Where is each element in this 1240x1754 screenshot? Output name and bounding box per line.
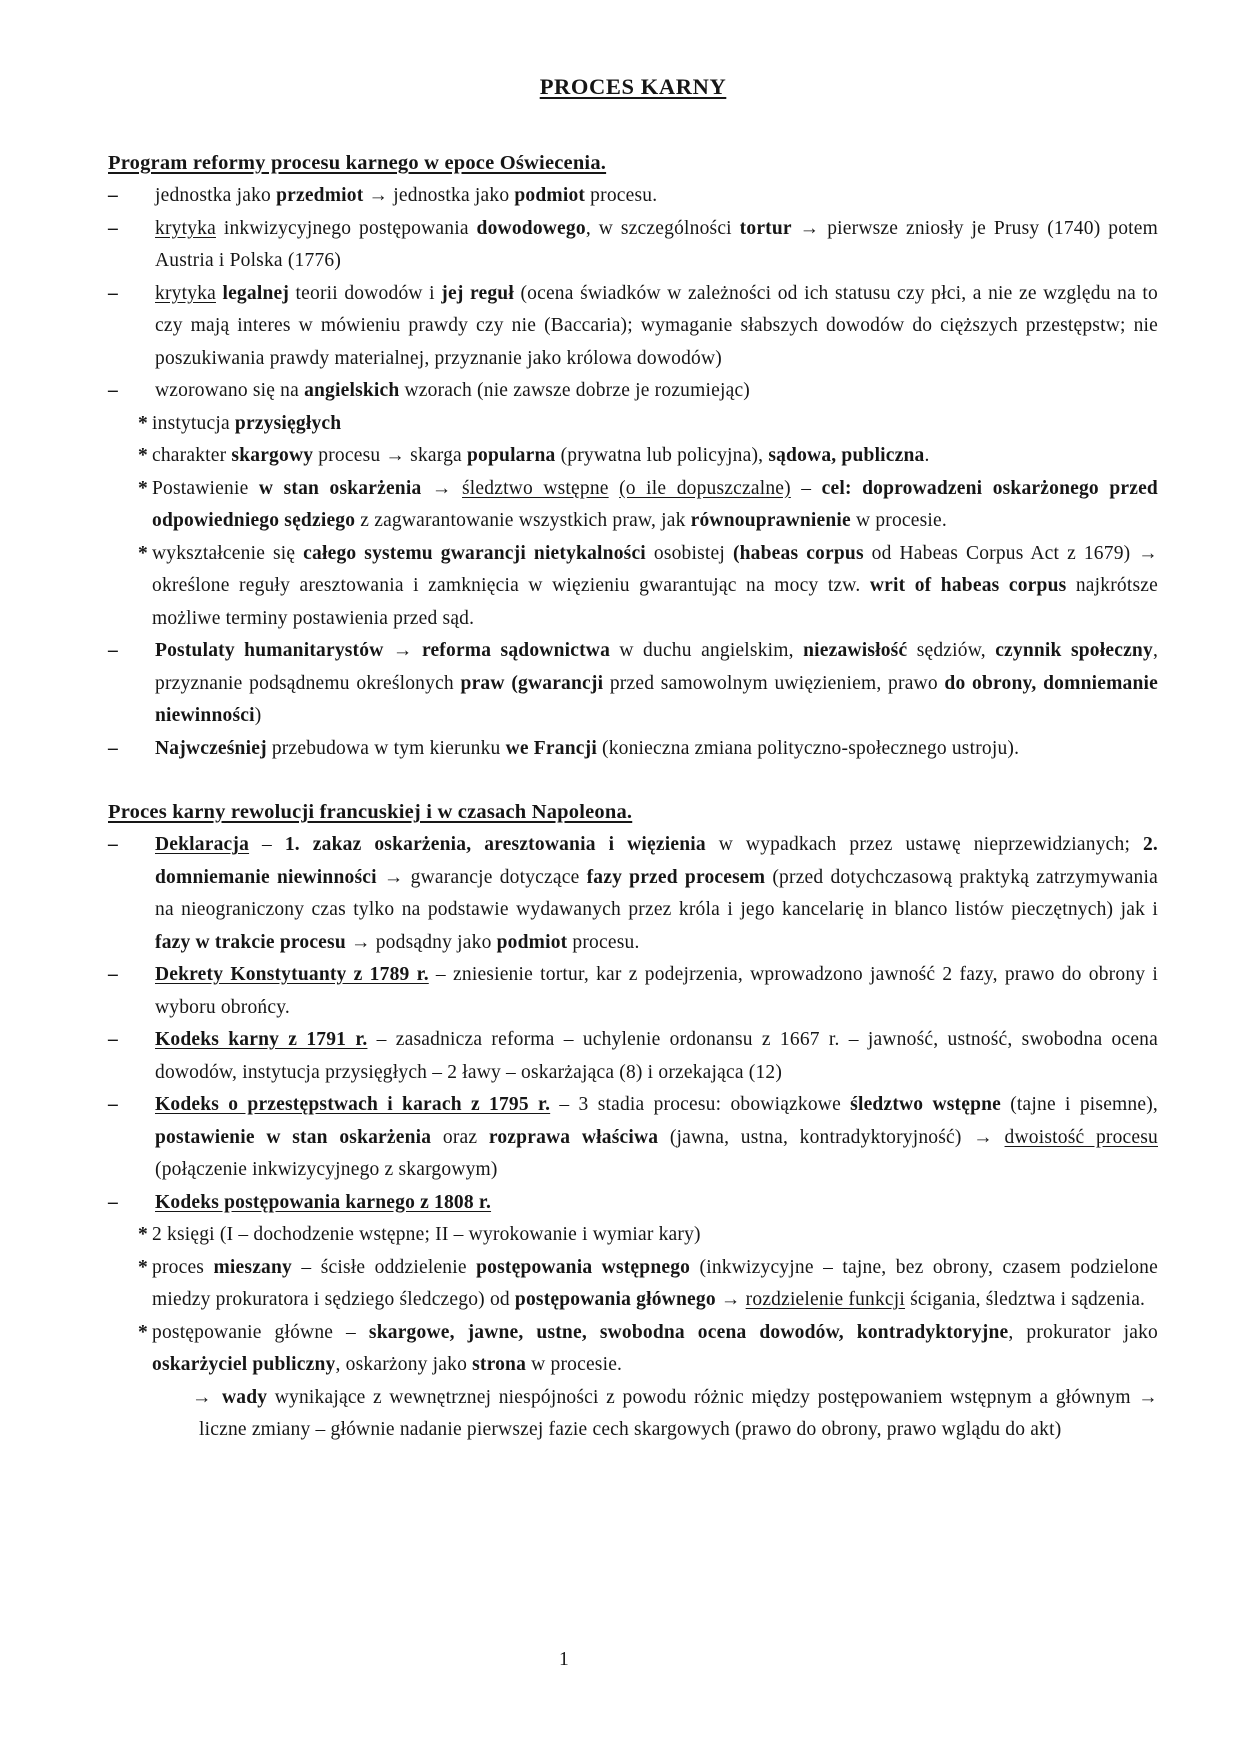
text-segment: wynikające z wewnętrznej niespójności z powodu różnic między postępowaniem wstępnym a głównym → liczne zmiany – głównie nadanie pierwszej fazie cech skargowych (prawo do obrony, prawo wglądu do akt)	[199, 1386, 1158, 1440]
text-segment: legalnej	[222, 282, 290, 304]
text-segment: procesu → skarga	[313, 445, 467, 466]
text-segment: 2. domniemanie niewinności	[155, 834, 1159, 888]
bullet-arrow-icon: →	[192, 1386, 212, 1408]
text-segment: →	[421, 477, 462, 499]
list-item	[108, 635, 1158, 733]
text-segment: (tajne i pisemne),	[1001, 1094, 1158, 1115]
text-segment: strona	[472, 1354, 527, 1375]
list-item	[108, 538, 1158, 636]
bullet-star-icon: *	[138, 1321, 148, 1343]
text-segment: w stan oskarżenia	[258, 477, 422, 499]
text-segment: praw	[460, 672, 505, 694]
section-items	[108, 180, 1158, 765]
section-heading	[108, 146, 1158, 180]
text-segment: Postulaty humanitarystów	[155, 640, 384, 661]
text-segment: (połączenie inkwizycyjnego z skargowym)	[155, 1159, 498, 1180]
text-segment: Deklaracja	[155, 834, 250, 855]
text-segment: → jednostka jako	[363, 185, 515, 206]
text-segment: instytucja	[152, 412, 235, 434]
list-item	[108, 1382, 1158, 1447]
text-segment: – 3 stadia procesu: obowiązkowe	[550, 1094, 851, 1115]
list-item	[108, 213, 1158, 278]
text-segment: rozprawa właściwa	[488, 1126, 659, 1148]
text-segment: (habeas corpus	[732, 542, 864, 564]
text-segment: podmiot	[496, 931, 568, 953]
text-segment: Najwcześniej	[155, 737, 267, 759]
text-segment: krytyka	[155, 282, 216, 304]
list-item	[108, 1219, 1158, 1252]
text-segment: teorii dowodów i	[289, 282, 442, 304]
text-segment: (prywatna lub policyjna),	[555, 445, 769, 466]
text-segment: równouprawnienie	[690, 510, 851, 531]
section-items	[108, 829, 1158, 1447]
text-segment: w procesie.	[526, 1354, 623, 1375]
text-segment: postępowania głównego	[514, 1289, 716, 1310]
text-segment: czynnik społeczny	[995, 640, 1153, 661]
text-segment: najkrótsze możliwe terminy postawienia przed sąd.	[152, 575, 1158, 629]
bullet-dash-icon: –	[108, 185, 118, 206]
bullet-star-icon: *	[138, 1256, 148, 1278]
bullet-dash-icon: –	[108, 282, 118, 304]
text-segment: inkwizycyjnego postępowania	[215, 217, 477, 239]
text-segment: we Francji	[505, 737, 597, 759]
text-segment: )	[254, 705, 262, 726]
bullet-star-icon: *	[138, 412, 148, 434]
text-segment: ścigania, śledztwa i sądzenia.	[905, 1289, 1146, 1310]
text-segment: osobistej	[645, 542, 733, 564]
text-segment: – zasadnicza reforma – uchylenie ordonansu z 1667 r. – jawność, ustność, swobodna ocena dowodów, instytucja przysięgłych – 2 ławy – oskarżająca (8) i orzekająca (12)	[155, 1029, 1158, 1083]
bullet-dash-icon: –	[108, 964, 118, 985]
bullet-dash-icon: –	[108, 217, 118, 239]
text-segment: (przed dotychczasową praktyką zatrzymywania na nieograniczony czas tylko na podstawie wydawanych przez króla i jego kancelarię in blanco listów pieczętnych) jak i	[155, 866, 1158, 920]
list-item	[108, 1024, 1158, 1089]
text-segment: podmiot	[514, 185, 586, 206]
text-segment: procesu.	[585, 185, 658, 206]
text-segment: do obrony, domniemanie niewinności	[155, 672, 1158, 726]
text-segment: śledztwo wstępne	[850, 1094, 1002, 1115]
list-item	[108, 959, 1158, 1024]
text-segment: Dekrety Konstytuanty z 1789 r.	[155, 964, 429, 985]
text-segment: wzorach (nie zawsze dobrze je rozumiejąc)	[399, 380, 750, 401]
list-item	[108, 1252, 1158, 1317]
text-segment: wady	[222, 1386, 268, 1408]
text-segment: Kodeks o przestępstwach i karach z 1795 r.	[155, 1094, 551, 1115]
text-segment: .	[924, 445, 930, 466]
text-segment: reforma sądownictwa	[421, 640, 611, 661]
text-segment: mieszany	[213, 1256, 292, 1278]
text-segment: (konieczna zmiana polityczno-społecznego ustroju).	[596, 737, 1020, 759]
text-segment: 2 księgi (I – dochodzenie wstępne; II – wyrokowanie i wymiar kary)	[152, 1224, 701, 1245]
list-item	[108, 180, 1158, 213]
text-segment: jej reguł	[441, 282, 514, 304]
text-segment: postępowanie główne –	[152, 1321, 369, 1343]
text-segment: w procesie.	[850, 510, 947, 531]
section-heading-text: Proces karny rewolucji francuskiej i w czasach Napoleona.	[108, 801, 633, 823]
text-segment: przedmiot	[276, 185, 364, 206]
text-segment: całego systemu gwarancji nietykalności	[303, 542, 646, 564]
bullet-star-icon: *	[138, 1224, 148, 1245]
list-item	[108, 440, 1158, 473]
bullet-dash-icon: –	[108, 834, 118, 855]
text-segment: sądowa, publiczna	[768, 445, 925, 466]
text-segment	[609, 478, 619, 499]
text-segment: niezawisłość	[803, 640, 908, 661]
document-title	[108, 70, 1158, 104]
text-segment: (ocena świadków w zależności od ich statusu czy płci, a nie ze względu na to czy mają interes w mówieniu prawdy czy nie (Baccaria); wymaganie słabszych dowodów do cięższych przestępstw; nie poszukiwania prawdy materialnej, przyznanie jako królowa dowodów)	[155, 282, 1158, 369]
text-segment: Postawienie	[152, 477, 259, 499]
section-heading	[108, 795, 1158, 829]
text-segment: dowodowego	[476, 217, 586, 239]
text-segment: (o ile dopuszczalne)	[619, 477, 791, 499]
text-segment: skargowy	[231, 445, 314, 466]
text-segment: →	[715, 1289, 746, 1310]
bullet-dash-icon: –	[108, 1094, 118, 1115]
text-segment: dwoistość procesu	[1004, 1126, 1158, 1148]
text-segment: skargowe, jawne, ustne, swobodna ocena dowodów, kontradyktoryjne	[368, 1321, 1009, 1343]
text-segment: sędziów,	[907, 640, 996, 661]
text-segment: krytyka	[155, 217, 216, 239]
text-segment: postawienie w stan oskarżenia	[155, 1126, 432, 1148]
text-segment: 1. zakaz oskarżenia, aresztowania i więzienia	[284, 834, 706, 855]
text-segment: od Habeas Corpus Act z 1679) → określone reguły aresztowania i zamknięcia w więzieniu gwarantując na mocy tzw.	[152, 542, 1158, 596]
list-item	[108, 408, 1158, 441]
list-item	[108, 829, 1158, 959]
list-item	[108, 1317, 1158, 1382]
list-item	[108, 1089, 1158, 1187]
text-segment: fazy w trakcie procesu	[155, 931, 346, 953]
text-segment: postępowania wstępnego	[476, 1256, 691, 1278]
page-number: 1	[559, 1649, 569, 1670]
text-segment: Kodeks postępowania karnego z 1808 r.	[155, 1191, 492, 1213]
text-segment: oskarżyciel publiczny	[152, 1354, 336, 1375]
text-segment: (jawna, ustna, kontradyktoryjność) →	[658, 1126, 1005, 1148]
list-item	[108, 733, 1158, 766]
list-item	[108, 1187, 1158, 1220]
text-segment: rozdzielenie funkcji	[745, 1289, 906, 1310]
text-segment: jednostka jako	[155, 185, 277, 206]
text-segment: fazy przed procesem	[586, 866, 766, 888]
text-segment: writ of habeas corpus	[869, 575, 1067, 596]
text-segment: popularna	[466, 445, 556, 466]
bullet-dash-icon: –	[108, 380, 118, 401]
text-segment: z zagwarantowanie wszystkich praw, jak	[355, 510, 691, 531]
text-segment: w duchu angielskim,	[610, 640, 804, 661]
text-segment: cel: doprowadzeni oskarżonego przed odpowiedniego sędziego	[152, 477, 1158, 531]
text-segment: →	[383, 640, 422, 661]
text-segment: → pierwsze zniosły je Prusy (1740) potem Austria i Polska (1776)	[155, 217, 1158, 271]
text-segment: wykształcenie się	[152, 542, 304, 564]
text-segment: angielskich	[304, 380, 400, 401]
text-segment: → podsądny jako	[345, 931, 497, 953]
list-item	[108, 278, 1158, 376]
text-segment: oraz	[431, 1126, 489, 1148]
text-segment: przysięgłych	[234, 412, 342, 434]
bullet-star-icon: *	[138, 445, 148, 466]
section-heading-text: Program reformy procesu karnego w epoce Oświecenia.	[108, 152, 607, 174]
text-segment: Kodeks karny z 1791 r.	[155, 1029, 368, 1050]
text-segment: procesu.	[567, 931, 640, 953]
text-segment: , przyznanie podsądnemu określonych	[155, 640, 1159, 694]
list-item	[108, 375, 1158, 408]
text-segment: , prokurator jako	[1008, 1321, 1158, 1343]
text-segment: → gwarancje dotyczące	[376, 866, 587, 888]
text-segment: –	[249, 834, 285, 855]
text-segment: , oskarżony jako	[335, 1354, 473, 1375]
text-segment: w wypadkach przez ustawę nieprzewidzianych;	[705, 834, 1143, 855]
list-item	[108, 473, 1158, 538]
text-segment: śledztwo wstępne	[462, 477, 609, 499]
text-segment: tortur	[739, 217, 792, 239]
document-title-text: PROCES KARNY	[539, 74, 727, 99]
text-segment: – zniesienie tortur, kar z podejrzenia, wprowadzono jawność 2 fazy, prawo do obrony i wyboru obrońcy.	[155, 964, 1158, 1018]
text-segment: proces	[152, 1256, 214, 1278]
text-segment: wzorowano się na	[155, 380, 305, 401]
text-segment: charakter	[152, 445, 232, 466]
text-segment: (gwarancji	[511, 672, 604, 694]
text-segment: – ścisłe oddzielenie	[292, 1256, 477, 1278]
text-segment: –	[790, 477, 822, 499]
section-proces-karny-rewolucji	[108, 795, 1158, 1447]
text-segment: przed samowolnym uwięzieniem, prawo	[603, 672, 945, 694]
text-segment: (inkwizycyjne – tajne, bez obrony, czasem podzielone miedzy prokuratora i sędziego śledczego) od	[152, 1256, 1158, 1310]
bullet-dash-icon: –	[108, 640, 118, 661]
bullet-dash-icon: –	[108, 737, 118, 759]
text-segment: , w szczególności	[585, 217, 740, 239]
section-program-reformy	[108, 146, 1158, 765]
bullet-star-icon: *	[138, 477, 148, 499]
text-segment: przebudowa w tym kierunku	[266, 737, 506, 759]
bullet-dash-icon: –	[108, 1191, 118, 1213]
bullet-star-icon: *	[138, 542, 148, 564]
bullet-dash-icon: –	[108, 1029, 118, 1050]
